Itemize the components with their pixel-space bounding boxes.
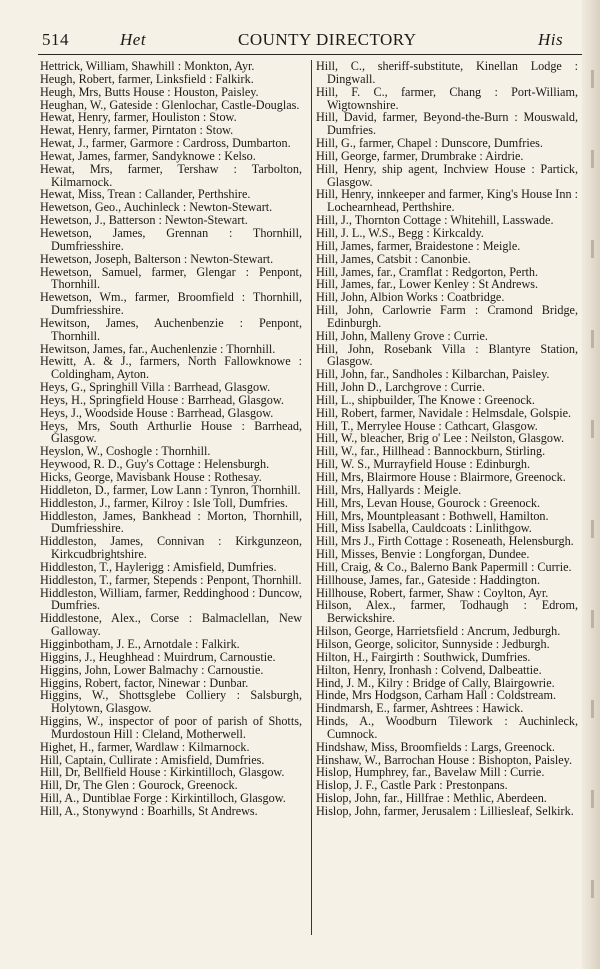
directory-entry: Hill, W., bleacher, Brig o' Lee : Neilston, Glasgow. [316,431,565,446]
edge-mark [591,520,594,538]
directory-entry: Hiddleston, T., farmer, Stepends : Penpont, Thornhill. [40,572,302,587]
directory-entry: Hill, John, Malleny Grove : Currie. [316,328,488,343]
directory-entry: Hewetson, Joseph, Balterson : Newton-Stewart. [40,251,274,266]
directory-entry: Higgins, Robert, factor, Ninewar : Dunbar. [40,675,249,690]
directory-entry: Hiddleston, William, farmer, Reddinghood : Duncow, Dumfries. [40,585,302,613]
directory-entry: Hindmarsh, E., farmer, Ashtrees : Hawick. [316,701,524,716]
directory-entry: Hicks, George, Mavisbank House : Rothesay. [40,470,262,484]
directory-entry: Hiddleston, T., Haylerigg : Amisfield, Dumfries. [40,559,277,574]
directory-entry: Heyslon, W., Coshogle : Thornhill. [40,444,211,459]
edge-mark [591,790,594,808]
directory-entry: Heugh, Robert, farmer, Linksfield : Falkirk. [40,71,254,86]
directory-entry: Higgins, J., Heughhead : Muirdrum, Carnoustie. [40,649,276,664]
directory-entry: Hill, George, farmer, Drumbrake : Airdrie. [316,148,524,163]
directory-entry: Hewat, Mrs, farmer, Tershaw : Tarbolton, Kilmarnock. [40,161,302,189]
directory-entry: Heughan, W., Gateside : Glenlochar, Castle-Douglas. [40,97,300,112]
directory-entry: Hindshaw, Miss, Broomfields : Largs, Greenock. [316,739,555,754]
directory-entry: Hill, G., farmer, Chapel : Dunscore, Dumfries. [316,136,543,151]
directory-entry: Hill, T., Merrylee House : Cathcart, Glasgow. [316,418,538,433]
directory-entry: Hiddleston, James, Connivan : Kirkgunzeon, Kirkcudbrightshire. [40,534,302,562]
edge-mark [591,420,594,438]
directory-entry: Hill, John, Carlowrie Farm : Cramond Bridge, Edinburgh. [316,303,578,330]
left-column [40,60,302,818]
directory-entry: Hill, Craig, & Co., Balerno Bank Papermill : Currie. [316,559,572,574]
directory-entry: Higgins, John, Lower Balmachy : Carnoustie. [40,662,264,677]
directory-entry: Hiddleston, J., farmer, Kilroy : Isle Toll, Dumfries. [40,495,288,510]
directory-entry: Hill, A., Stonywynd : Boarhills, St Andrews. [40,803,258,818]
directory-entry: Hill, Captain, Cullirate : Amisfield, Dumfries. [40,752,265,767]
directory-entry: Hilton, Henry, Ironhash : Colvend, Dalbeattie. [316,662,542,677]
directory-entry: Hiddlestone, Alex., Corse : Balmaclellan, New Galloway. [40,611,302,639]
directory-entry: Hill, Henry, innkeeper and farmer, King's House Inn : Lochearnhead, Perthshire. [316,187,578,215]
edge-mark [591,240,594,258]
directory-entry: Hill, Dr, The Glen : Gourock, Greenock. [40,778,238,793]
directory-entry: Hill, John, Albion Works : Coatbridge. [316,290,505,305]
directory-entry: Hill, John, far., Sandholes : Kilbarchan, Paisley. [316,367,550,382]
right-catchword: His [538,30,564,49]
column-divider [311,60,312,935]
directory-entry: Hill, John, Rosebank Villa : Blantyre Station, Glasgow. [316,341,578,369]
directory-entry: Hislop, John, far., Hillfrae : Methlic, Aberdeen. [316,791,547,806]
left-catchword: Het [120,30,147,49]
directory-entry: Hilson, Alex., farmer, Todhaugh : Edrom, Berwickshire. [316,598,578,626]
directory-entry: Hill, Mrs J., Firth Cottage : Roseneath, Helensburgh. [316,534,574,549]
directory-entry: Heugh, Mrs, Butts House : Houston, Paisley. [40,84,259,99]
directory-entry: Hilson, George, Harrietsfield : Ancrum, Jedburgh. [316,624,561,639]
directory-entry: Heys, J., Woodside House : Barrhead, Glasgow. [40,405,274,420]
directory-entry: Hewitson, James, Auchenbenzie : Penpont, Thornhill. [40,315,302,343]
page-number: 514 [42,30,69,49]
directory-entry: Hiddleston, James, Bankhead : Morton, Thornhill, Dumfriesshire. [40,508,302,536]
directory-entry: Hind, J. M., Kilry : Bridge of Cally, Blairgowrie. [316,675,555,690]
directory-entry: Hill, David, farmer, Beyond-the-Burn : Mouswald, Dumfries. [316,110,578,138]
directory-entry: Hewetson, James, Grennan : Thornhill, Dumfriesshire. [40,225,302,253]
directory-entry: Hill, J. L., W.S., Begg : Kirkcaldy. [316,225,484,240]
edge-mark [591,70,594,88]
page-title: COUNTY DIRECTORY [238,30,417,49]
directory-entry: Hewitt, A. & J., farmers, North Fallowknowe : Coldingham, Ayton. [40,354,302,382]
directory-entry: Highet, H., farmer, Wardlaw : Kilmarnock. [40,739,250,754]
header-rule [38,54,584,55]
directory-entry: Hill, Dr, Bellfield House : Kirkintilloch, Glasgow. [40,765,285,780]
directory-entry: Hewetson, J., Batterson : Newton-Stewart. [40,213,248,228]
directory-entry: Hill, Mrs, Hallyards : Meigle. [316,482,462,497]
directory-entry: Hinshaw, W., Barrochan House : Bishopton, Paisley. [316,752,573,767]
directory-entry: Hill, Mrs, Mountpleasant : Bothwell, Hamilton. [316,508,549,523]
directory-entry: Hislop, J. F., Castle Park : Prestonpans. [316,778,508,793]
directory-entry: Hill, A., Duntiblae Forge : Kirkintilloch, Glasgow. [40,791,286,806]
directory-entry: Hewat, James, farmer, Sandyknowe : Kelso. [40,148,256,163]
directory-entry: Hill, Misses, Benvie : Longforgan, Dundee. [316,547,530,562]
directory-entry: Hill, L., shipbuilder, The Knowe : Greenock. [316,392,535,407]
directory-entry: Hill, Miss Isabella, Cauldcoats : Linlithgow. [316,521,532,536]
page-header [38,30,582,54]
edge-mark [591,150,594,168]
directory-entry: Hinde, Mrs Hodgson, Carham Hall : Coldstream. [316,688,556,703]
right-column [316,60,578,818]
directory-entry: Hilton, H., Fairgirth : Southwick, Dumfries. [316,649,531,664]
directory-entry: Hewetson, Geo., Auchinleck : Newton-Stewart. [40,200,273,215]
directory-entry: Hill, James, far., Cramflat : Redgorton, Perth. [316,264,539,279]
directory-entry: Hill, James, Catsbit : Canonbie. [316,251,471,266]
directory-entry: Hewat, Miss, Trean : Callander, Perthshire. [40,187,251,202]
directory-entry: Hiddleton, D., farmer, Low Lann : Tynron, Thornhill. [40,482,301,497]
edge-mark [591,700,594,718]
directory-entry: Hill, John D., Larchgrove : Currie. [316,380,485,395]
directory-entry: Hettrick, William, Shawhill : Monkton, Ayr. [40,59,255,73]
directory-entry: Hinds, A., Woodburn Tilework : Auchinleck, Cumnock. [316,714,578,741]
directory-entry: Hill, Robert, farmer, Navidale : Helmsdale, Golspie. [316,405,572,420]
directory-entry: Hewetson, Wm., farmer, Broomfield : Thornhill, Dumfriesshire. [40,290,302,318]
directory-entry: Hill, Mrs, Blairmore House : Blairmore, Greenock. [316,470,566,484]
directory-entry: Hill, C., sheriff-substitute, Kinellan Lodge : Dingwall. [316,59,578,86]
directory-entry: Higginbotham, J. E., Arnotdale : Falkirk. [40,636,240,651]
directory-entry: Hilson, George, solicitor, Sunnyside : Jedburgh. [316,636,550,651]
directory-entry: Hill, Mrs, Levan House, Gourock : Greenock. [316,495,541,510]
directory-entry: Heys, H., Springfield House : Barrhead, Glasgow. [40,392,284,407]
directory-entry: Hill, James, far., Lower Kenley : St Andrews. [316,277,539,292]
edge-mark [591,610,594,628]
directory-entry: Hislop, John, farmer, Jerusalem : Lilliesleaf, Selkirk. [316,803,574,818]
directory-entry: Hillhouse, Robert, farmer, Shaw : Coylton, Ayr. [316,585,549,600]
directory-entry: Hewat, Henry, farmer, Pirntaton : Stow. [40,123,234,138]
directory-entry: Hewitson, James, far., Auchenlenzie : Thornhill. [40,341,276,356]
page-edge [582,0,600,969]
directory-entry: Heys, Mrs, South Arthurlie House : Barrhead, Glasgow. [40,418,302,446]
edge-mark [591,880,594,898]
directory-entry: Hillhouse, James, far., Gateside : Haddington. [316,572,541,587]
directory-entry: Hewat, Henry, farmer, Houliston : Stow. [40,110,237,125]
directory-entry: Hill, W. S., Murrayfield House : Edinburgh. [316,457,531,472]
directory-entry: Higgins, W., Shottsglebe Colliery : Salsburgh, Holytown, Glasgow. [40,688,302,716]
directory-entry: Higgins, W., inspector of poor of parish of Shotts, Murdostoun Hill : Cleland, Motherwell. [40,714,302,741]
directory-entry: Hewetson, Samuel, farmer, Glengar : Penpont, Thornhill. [40,264,302,292]
directory-entry: Hill, F. C., farmer, Chang : Port-William, Wigtownshire. [316,84,578,112]
directory-entry: Hill, James, farmer, Braidestone : Meigle. [316,238,521,253]
directory-entry: Hill, W., far., Hillhead : Bannockburn, Stirling. [316,444,546,459]
directory-entry: Hewat, J., farmer, Garmore : Cardross, Dumbarton. [40,136,291,151]
directory-entry: Heywood, R. D., Guy's Cottage : Helensburgh. [40,457,270,472]
directory-entry: Hill, Henry, ship agent, Inchview House : Partick, Glasgow. [316,161,578,189]
edge-mark [591,330,594,348]
directory-entry: Hislop, Humphrey, far., Bavelaw Mill : Currie. [316,765,545,780]
directory-entry: Hill, J., Thornton Cottage : Whitehill, Lasswade. [316,213,554,228]
directory-entry: Heys, G., Springhill Villa : Barrhead, Glasgow. [40,380,271,395]
